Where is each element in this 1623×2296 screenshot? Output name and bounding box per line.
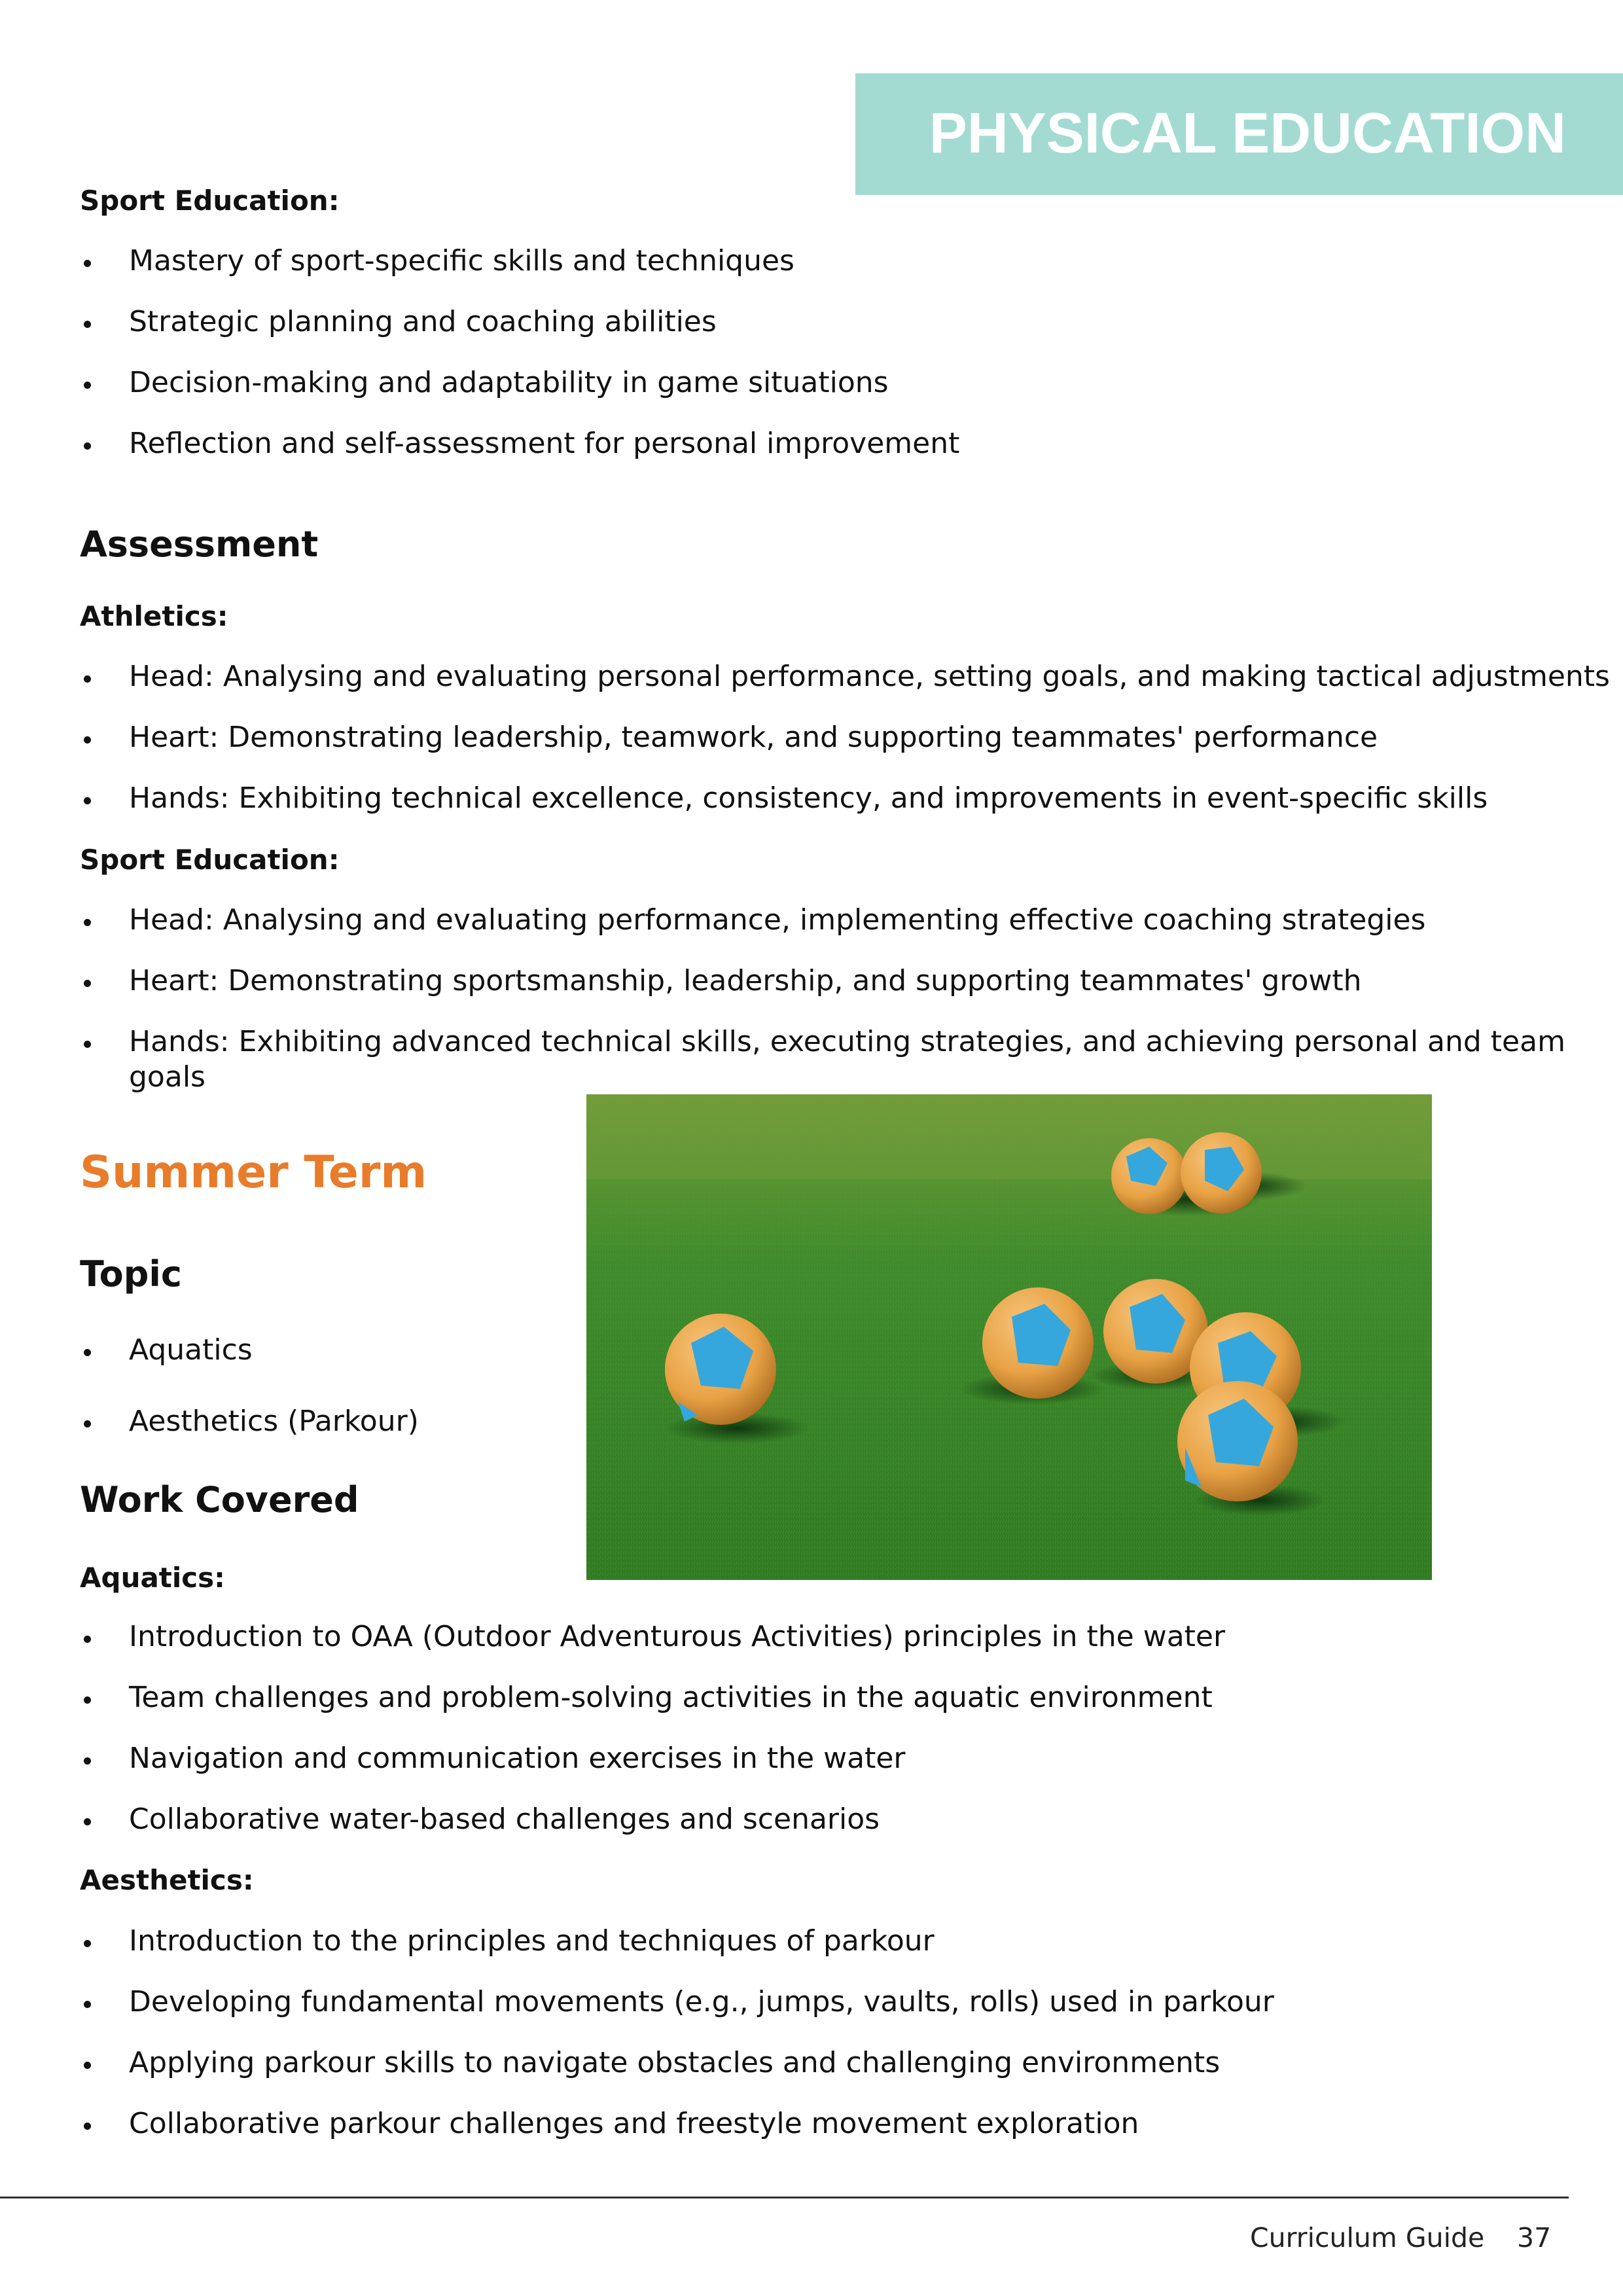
- topic-heading: Topic: [80, 1253, 182, 1295]
- aesthetics-label: Aesthetics:: [80, 1864, 254, 1896]
- list-item: Reflection and self-assessment for personal improvement: [129, 427, 960, 460]
- list-item: Aesthetics (Parkour): [129, 1405, 419, 1438]
- soccer-balls-photo: [586, 1094, 1432, 1580]
- list-item: Collaborative parkour challenges and freestyle movement exploration: [129, 2107, 1139, 2140]
- list-item: Aquatics: [129, 1333, 253, 1367]
- section-title: PHYSICAL EDUCATION: [929, 101, 1566, 165]
- list-item: Strategic planning and coaching abilities: [129, 305, 717, 338]
- section-banner: [855, 73, 1623, 195]
- list-item: Mastery of sport-specific skills and techniques: [129, 244, 794, 278]
- footer-divider: [0, 2197, 1569, 2198]
- summer-term-heading: Summer Term: [80, 1147, 427, 1198]
- list-item: Decision-making and adaptability in game situations: [129, 366, 889, 399]
- list-item: Hands: Exhibiting advanced technical skills, executing strategies, and achieving personal and team goals: [129, 1025, 1565, 1094]
- assessment-heading: Assessment: [80, 524, 319, 565]
- list-item: Applying parkour skills to navigate obstacles and challenging environments: [129, 2046, 1221, 2079]
- sport-education-assessment-label: Sport Education:: [80, 844, 340, 876]
- work-covered-heading: Work Covered: [80, 1479, 359, 1520]
- list-item: Team challenges and problem-solving activities in the aquatic environment: [129, 1681, 1213, 1714]
- list-item: Navigation and communication exercises in the water: [129, 1742, 906, 1775]
- aquatics-label: Aquatics:: [80, 1562, 225, 1594]
- ball: [1111, 1138, 1187, 1214]
- list-item: Heart: Demonstrating leadership, teamwork, and supporting teammates' performance: [129, 721, 1378, 754]
- footer-guide-label: Curriculum Guide: [1250, 2222, 1485, 2253]
- list-item: Collaborative water-based challenges and scenarios: [129, 1803, 880, 1836]
- list-item: Head: Analysing and evaluating personal performance, setting goals, and making tactical adjustments: [129, 660, 1610, 693]
- list-item: Heart: Demonstrating sportsmanship, leadership, and supporting teammates' growth: [129, 964, 1362, 997]
- list-item: Introduction to the principles and techniques of parkour: [129, 1924, 935, 1958]
- list-item: Developing fundamental movements (e.g., jumps, vaults, rolls) used in parkour: [129, 1985, 1274, 2018]
- sport-education-label: Sport Education:: [80, 185, 340, 217]
- list-item: Hands: Exhibiting technical excellence, consistency, and improvements in event-specific skills: [129, 781, 1488, 815]
- page-number: 37: [1517, 2222, 1552, 2253]
- list-item: Head: Analysing and evaluating performance, implementing effective coaching strategies: [129, 903, 1426, 937]
- list-item: Introduction to OAA (Outdoor Adventurous Activities) principles in the water: [129, 1620, 1226, 1653]
- athletics-label: Athletics:: [80, 600, 228, 632]
